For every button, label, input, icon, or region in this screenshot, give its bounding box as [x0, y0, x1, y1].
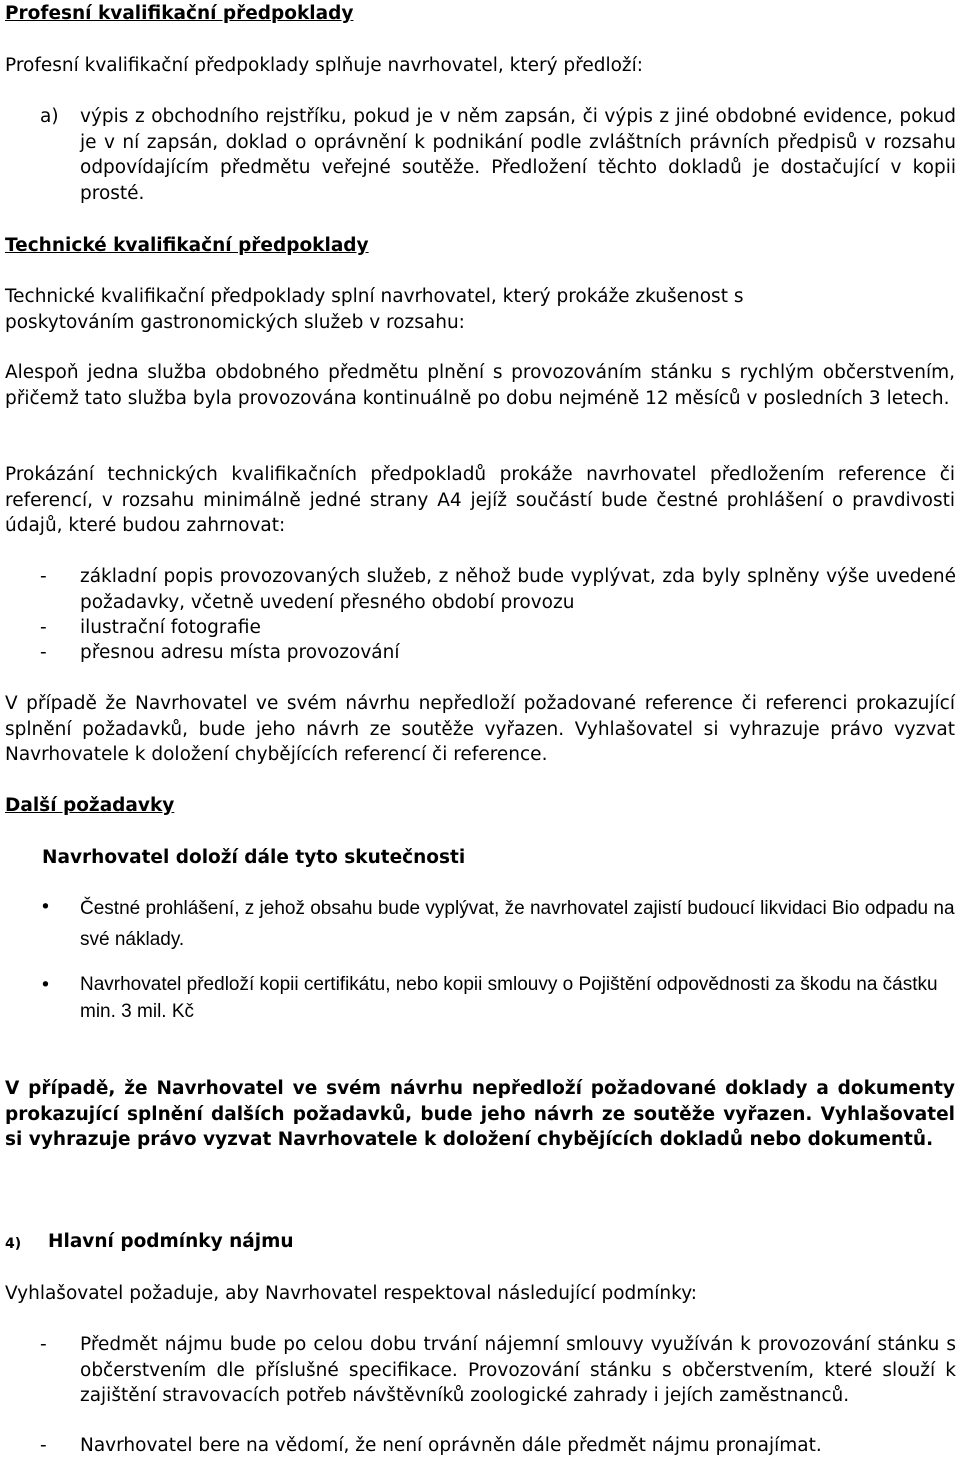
list-marker: -	[40, 617, 47, 638]
list-item: Čestné prohlášení, z jehož obsahu bude vyplývat, že navrhovatel zajistí budoucí likvidaci Bio odpadu na své náklady.	[80, 898, 955, 950]
technicke-intro: Technické kvalifikační předpoklady splní navrhovatel, který prokáže zkušenost s poskytováním gastronomických služeb v rozsahu:	[5, 286, 744, 333]
dalsi-subheading: Navrhovatel doloží dále tyto skutečnosti	[42, 847, 466, 868]
list-marker: -	[40, 642, 47, 663]
technicke-proof: Prokázání technických kvalifikačních předpokladů prokáže navrhovatel předložením reference či referencí, v rozsahu minimálně jedné strany A4 jejíž součástí bude čestné prohlášení o pravdivosti údajů, které budou zahrnovat:	[5, 464, 955, 536]
profesni-intro: Profesní kvalifikační předpoklady splňuje navrhovatel, který předloží:	[5, 55, 644, 76]
bullet-icon: •	[40, 975, 51, 996]
section-number: 4)	[5, 1236, 22, 1252]
list-item: přesnou adresu místa provozování	[80, 642, 400, 663]
list-marker: -	[40, 566, 47, 587]
section-title: Hlavní podmínky nájmu	[48, 1231, 294, 1252]
list-item: Navrhovatel předloží kopii certifikátu, nebo kopii smlouvy o Pojištění odpovědnosti za škodu na částku min. 3 mil. Kč	[80, 974, 938, 1022]
list-item: Navrhovatel bere na vědomí, že není oprávněn dále předmět nájmu pronajímat.	[80, 1435, 822, 1456]
list-marker: a)	[40, 106, 59, 127]
list-item: ilustrační fotografie	[80, 617, 261, 638]
list-item: základní popis provozovaných služeb, z něhož bude vyplývat, zda byly splněny výše uvedené požadavky, včetně uvedení přesného období provozu	[80, 566, 956, 613]
technicke-requirement: Alespoň jedna služba obdobného předmětu plnění s provozováním stánku s rychlým občerstvením, přičemž tato služba byla provozována kontinuálně po dobu nejméně 12 měsíců v posledních 3 letech.	[5, 362, 955, 409]
list-marker: -	[40, 1435, 47, 1456]
list-item: Předmět nájmu bude po celou dobu trvání nájemní smlouvy využíván k provozování stánku s občerstvením dle příslušné specifikace. Provozování stánku s občerstvením, které slouží k zajištění stravovacích potřeb návštěvníků zoologické zahrady i jejích zaměstnanců.	[80, 1334, 956, 1406]
section-heading-technicke: Technické kvalifikační předpoklady	[5, 235, 369, 256]
technicke-exclusion: V případě že Navrhovatel ve svém návrhu nepředloží požadované reference či referenci prokazující splnění požadavků, bude jeho návrh ze soutěže vyřazen. Vyhlašovatel si vyhrazuje právo vyzvat Navrhovatele k doložení chybějících referencí či reference.	[5, 693, 955, 765]
dalsi-warning: V případě, že Navrhovatel ve svém návrhu nepředloží požadované doklady a dokumenty prokazující splnění dalších požadavků, bude jeho návrh ze soutěže vyřazen. Vyhlašovatel si vyhrazuje právo vyzvat Navrhovatele k doložení chybějících dokladů nebo dokumentů.	[5, 1078, 955, 1150]
bullet-icon: •	[40, 897, 51, 918]
list-marker: -	[40, 1334, 47, 1355]
najem-intro: Vyhlašovatel požaduje, aby Navrhovatel respektoval následující podmínky:	[5, 1283, 698, 1304]
profesni-item-a-text: výpis z obchodního rejstříku, pokud je v něm zapsán, či výpis z jiné obdobné evidence, pokud je v ní zapsán, doklad o oprávnění k podnikání podle zvláštních právních předpisů v rozsahu odpovídajícím předmětu veřejné soutěže. Předložení těchto dokladů je dostačující v kopii prosté.	[80, 106, 956, 204]
section-heading-dalsi: Další požadavky	[5, 795, 175, 816]
section-heading-profesni: Profesní kvalifikační předpoklady	[5, 3, 354, 24]
